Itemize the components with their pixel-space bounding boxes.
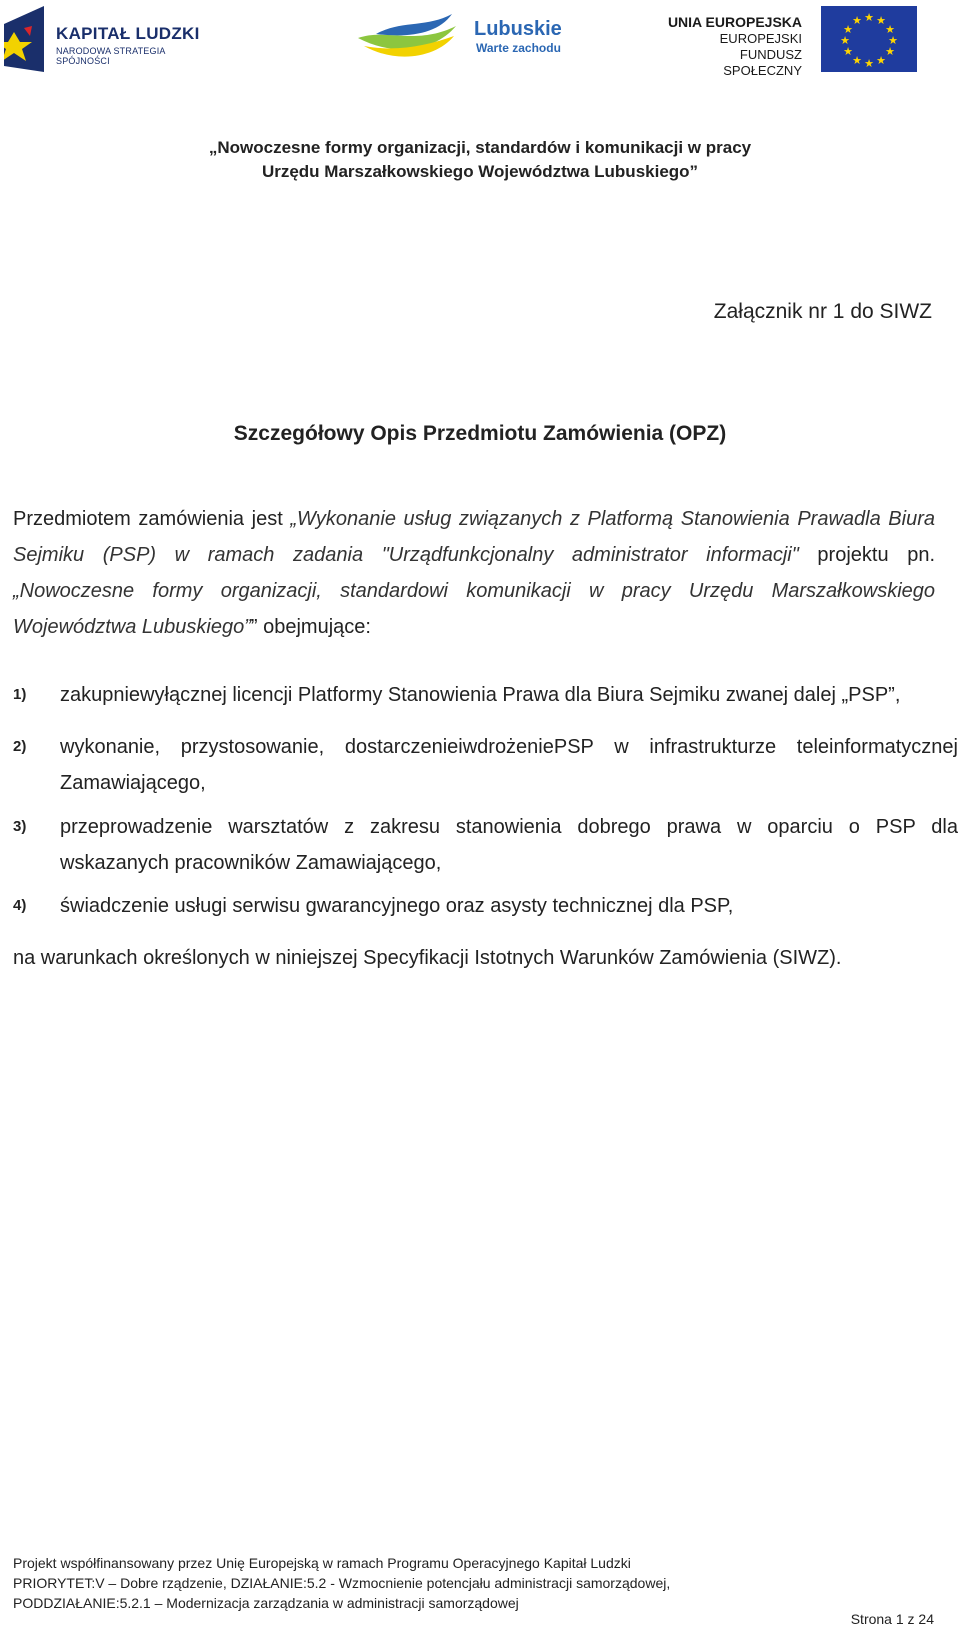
attachment-label: Załącznik nr 1 do SIWZ: [713, 300, 932, 323]
list-item-number: 1): [13, 686, 27, 703]
list-item-text: świadczenie usługi serwisu gwarancyjnego oraz asysty technicznej dla PSP,: [60, 895, 734, 917]
eu-line1: UNIA EUROPEJSKA: [667, 14, 802, 30]
kl-title: KAPITAŁ LUDZKI: [56, 24, 200, 43]
svg-text:★: ★: [840, 34, 850, 47]
footer-line2: PRIORYTET:V – Dobre rządzenie, DZIAŁANIE:5.2 - Wzmocnienie potencjału administracji samorządowej,: [13, 1575, 671, 1591]
intro-part5: ” obejmujące:: [250, 616, 371, 638]
list-item-number: 2): [13, 738, 27, 755]
project-title: [0, 136, 960, 184]
svg-text:★: ★: [876, 54, 886, 67]
list-item-number: 3): [13, 818, 27, 835]
lubuskie-logo: [356, 6, 566, 68]
project-title-line1: „Nowoczesne formy organizacji, standardów i komunikacji w pracy: [208, 138, 752, 157]
eu-line2: EUROPEJSKI: [719, 31, 802, 46]
svg-text:★: ★: [843, 23, 853, 36]
list-item-text: przeprowadzenie warsztatów z zakresu stanowienia dobrego prawa w oparciu o PSP dla wskazanych pracowników Zamawiającego,: [60, 816, 958, 874]
svg-text:★: ★: [864, 11, 874, 24]
eu-efs-logo: [660, 4, 917, 78]
svg-text:★: ★: [843, 45, 853, 58]
lubuskie-title: Lubuskie: [474, 18, 562, 40]
intro-part2: „Wykonanie usług związanych z Platformą Stanowienia Prawadla Biura Sejmiku (PSP) w ramach zadania "Urządfunkcjonalny administrator informacji": [13, 508, 935, 566]
footer-line1: Projekt współfinansowany przez Unię Europejską w ramach Programu Operacyjnego Kapitał Ludzki: [13, 1555, 631, 1571]
intro-part3: projektu pn.: [798, 544, 935, 566]
kapital-ludzki-logo: [4, 4, 209, 74]
intro-part4: „Nowoczesne formy organizacji, standardowi komunikacji w pracy Urzędu Marszałkowskiego Województwa Lubuskiego”: [13, 580, 935, 638]
page-number: Strona 1 z 24: [850, 1611, 934, 1627]
intro-paragraph: [13, 501, 935, 645]
svg-text:★: ★: [852, 14, 862, 27]
svg-text:★: ★: [852, 54, 862, 67]
lubuskie-subtitle: Warte zachodu: [476, 41, 561, 55]
list-item: [13, 677, 958, 713]
closing-sentence: na warunkach określonych w niniejszej Specyfikacji Istotnych Warunków Zamówienia (SIWZ).: [13, 947, 842, 969]
svg-text:★: ★: [876, 14, 886, 27]
list-item-number: 4): [13, 897, 27, 914]
svg-text:★: ★: [888, 34, 898, 47]
intro-part1: Przedmiotem zamówienia jest: [13, 508, 291, 530]
kl-subtitle: NARODOWA STRATEGIA SPÓJNOŚCI: [56, 46, 166, 66]
footer: [13, 1553, 670, 1613]
footer-line3: PODDZIAŁANIE:5.2.1 – Modernizacja zarządzania w administracji samorządowej: [13, 1595, 519, 1611]
svg-text:★: ★: [885, 45, 895, 58]
project-title-line2: Urzędu Marszałkowskiego Województwa Lubuskiego”: [261, 162, 699, 181]
list-item-text: wykonanie, przystosowanie, dostarczenieiwdrożeniePSP w infrastrukturze teleinformatycznej Zamawiającego,: [60, 736, 958, 794]
list-item: [13, 729, 958, 801]
list-item: [13, 888, 958, 924]
svg-text:★: ★: [885, 23, 895, 36]
list-item: [13, 809, 958, 881]
kapital-ludzki-emblem-icon: [4, 6, 50, 72]
lubuskie-wave-icon: [356, 6, 474, 68]
list-item-text: zakupniewyłącznej licencji Platformy Stanowienia Prawa dla Biura Sejmiku zwanej dalej „PSP”,: [60, 684, 901, 706]
svg-text:★: ★: [864, 57, 874, 70]
eu-text: [660, 14, 802, 79]
eu-flag-icon: [821, 6, 917, 72]
eu-line3: FUNDUSZ SPOŁECZNY: [723, 47, 802, 78]
document-title: Szczegółowy Opis Przedmiotu Zamówienia (OPZ): [233, 422, 727, 445]
